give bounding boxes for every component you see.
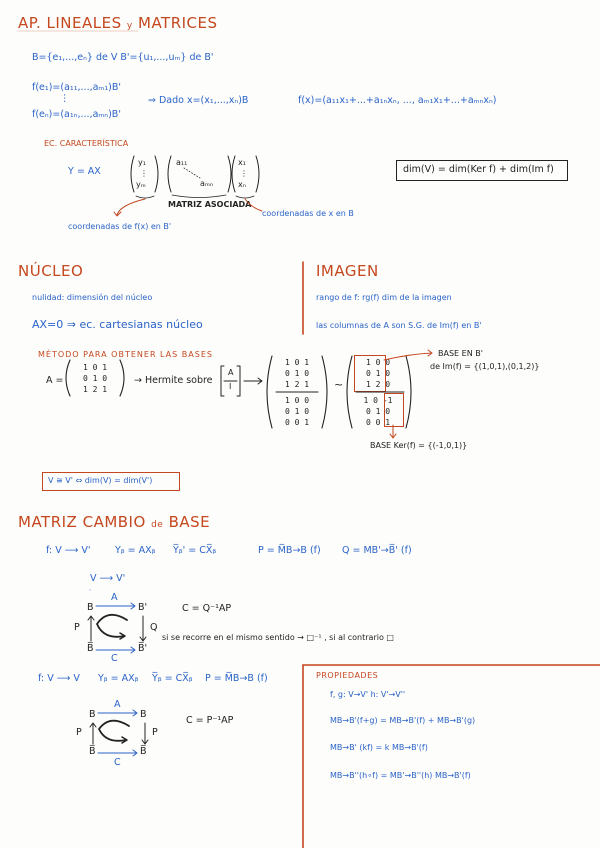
a-label: A =	[46, 375, 64, 386]
prop-line-4: MB→B''(h∘f) = MB'→B''(h) MB→B'(f)	[330, 771, 471, 780]
arrow-label-c: C	[111, 653, 118, 664]
c-formula-2: C = P⁻¹AP	[186, 715, 234, 726]
ax0-text: AX=0 ⇒ ec. cartesianas núcleo	[32, 318, 203, 331]
line1-y2: Y̅ᵦ' = CX̅ᵦ	[173, 545, 217, 556]
vertical-dots: ⋮	[60, 93, 70, 104]
matrix-row: 0 1 0	[365, 407, 391, 416]
tilde: ~	[334, 378, 344, 391]
frac-bot: I	[229, 382, 232, 391]
matrix-row: 1 0 -1	[363, 396, 393, 405]
rango-text: rango de f: rg(f) dim de la imagen	[316, 293, 452, 302]
line1-y: Yᵦ = AXᵦ	[115, 545, 156, 556]
matrix-row: 1 2 1	[284, 380, 310, 389]
xn-entry: xₙ	[238, 180, 246, 189]
arrow-label-p-2r: P	[152, 727, 158, 738]
matrix-row: 0 0 1	[365, 418, 391, 427]
y-dots: ⋮	[140, 169, 148, 178]
x1-entry: x₁	[238, 158, 246, 167]
node-bbar-2: B̅	[89, 746, 96, 757]
node-b-2r: B	[140, 709, 147, 720]
amn-entry: aₘₙ	[200, 179, 214, 188]
matrix-row: 0 0 1	[284, 418, 310, 427]
title-part-1: AP. LINEALES	[18, 14, 122, 32]
line1-q: Q = MB'→B̅' (f)	[342, 545, 412, 556]
coord-x-label: coordenadas de x en B	[262, 209, 354, 218]
f-e1: f(e₁)=(a₁₁,...,aₘ₁)B'	[32, 82, 121, 93]
line1-p: P = M̅B→B (f)	[258, 545, 321, 556]
coord-fx-label: coordenadas de f(x) en B'	[68, 222, 172, 231]
isomorphism-text: V ≅ V' ⇔ dim(V) = dim(V')	[48, 476, 153, 485]
v-to-vp: V ⟶ V'	[90, 573, 126, 584]
node-bbar-2r: B̅	[140, 746, 147, 757]
arrow-label-p-2: P	[76, 727, 82, 738]
x-dots: ⋮	[240, 169, 248, 178]
prop-line-3: MB→B' (kf) = k MB→B'(f)	[330, 743, 428, 752]
c-formula: C = Q⁻¹AP	[182, 603, 232, 614]
line1-f: f: V ⟶ V'	[46, 545, 91, 556]
title-part-3: MATRICES	[138, 14, 218, 32]
ym-entry: yₘ	[136, 180, 146, 189]
base-im-set: de Im(f) = {(1,0,1),(0,1,2)}	[430, 362, 540, 371]
matrix-row: 1 2 0	[365, 380, 391, 389]
frac-top: A	[228, 368, 234, 377]
node-bbar: B̅	[87, 643, 94, 654]
matriz-asociada-label: MATRIZ ASOCIADA	[168, 200, 252, 209]
matrix-row: 0 1 0	[284, 407, 310, 416]
title-part-3: BASE	[168, 513, 211, 531]
y1-entry: y₁	[138, 158, 146, 167]
dim-theorem-text: dim(V) = dim(Ker f) + dim(Im f)	[403, 164, 554, 175]
nulidad-text: nulidad: dimensión del núcleo	[32, 293, 153, 302]
matrix-row: 1 0 0	[365, 358, 391, 367]
imagen-title: IMAGEN	[316, 262, 379, 280]
matrix-a-row: 1 0 1	[82, 363, 108, 372]
propiedades-title: PROPIEDADES	[316, 671, 379, 680]
prop-line-1: f, g: V→V' h: V'→V''	[330, 690, 406, 699]
base-im-label: BASE EN B'	[438, 349, 483, 358]
matrix-a-row: 1 2 1	[82, 385, 108, 394]
arrow-label-a: A	[111, 592, 118, 603]
line2-y: Yᵦ = AXᵦ	[98, 673, 139, 684]
matrix-row: 1 0 1	[284, 358, 310, 367]
hermite-text: → Hermite sobre	[134, 375, 213, 386]
bases-definition: B={e₁,...,eₙ} de V B'={u₁,...,uₘ} de B'	[32, 52, 214, 63]
sentido-text: si se recorre en el mismo sentido → □⁻¹ , si al contrario □	[162, 633, 394, 642]
base-ker-set: BASE Ker(f) = {(-1,0,1)}	[370, 441, 468, 450]
arrow-label-q: Q	[150, 622, 158, 633]
f-of-x: f(x)=(a₁₁x₁+...+a₁ₙxₙ, ..., aₘ₁x₁+...+aₘₙxₙ)	[298, 95, 497, 106]
ec-caracteristica-title: EC. CARACTERÍSTICA	[44, 139, 129, 148]
y-equals-ax: Y = AX	[68, 166, 101, 177]
line2-f: f: V ⟶ V	[38, 673, 80, 684]
prop-line-2: MB→B'(f+g) = MB→B'(f) + MB→B'(g)	[330, 716, 476, 725]
node-bbarp: B̅'	[138, 643, 148, 654]
title-part-1: MATRIZ CAMBIO	[18, 513, 146, 531]
arrow-label-a-2: A	[114, 699, 121, 710]
matrix-row: 0 1 0	[284, 369, 310, 378]
node-b-2: B	[89, 709, 96, 720]
dado-x: ⇒ Dado x=(x₁,...,xₙ)B	[148, 95, 249, 106]
matrix-row: 1 0 0	[284, 396, 310, 405]
matrix-a-row: 0 1 0	[82, 374, 108, 383]
arrow-label-c-2: C	[114, 757, 121, 768]
title-part-2: y	[126, 21, 133, 31]
line2-y2: Y̅ᵦ = CX̅ᵦ	[152, 673, 193, 684]
metodo-title: MÉTODO PARA OBTENER LAS BASES	[38, 350, 213, 359]
f-en: f(eₙ)=(a₁ₙ,...,aₘₙ)B'	[32, 109, 121, 120]
title-part-2: de	[151, 520, 164, 530]
matrix-row: 0 1 0	[365, 369, 391, 378]
node-b: B	[87, 602, 94, 613]
nucleo-title: NÚCLEO	[18, 262, 84, 280]
node-bp: B'	[138, 602, 148, 613]
a11-entry: a₁₁	[176, 158, 188, 167]
line2-p: P = M̅B→B (f)	[205, 673, 268, 684]
columnas-text: las columnas de A son S.G. de Im(f) en B'	[316, 321, 482, 330]
arrow-label-p: P	[74, 622, 80, 633]
